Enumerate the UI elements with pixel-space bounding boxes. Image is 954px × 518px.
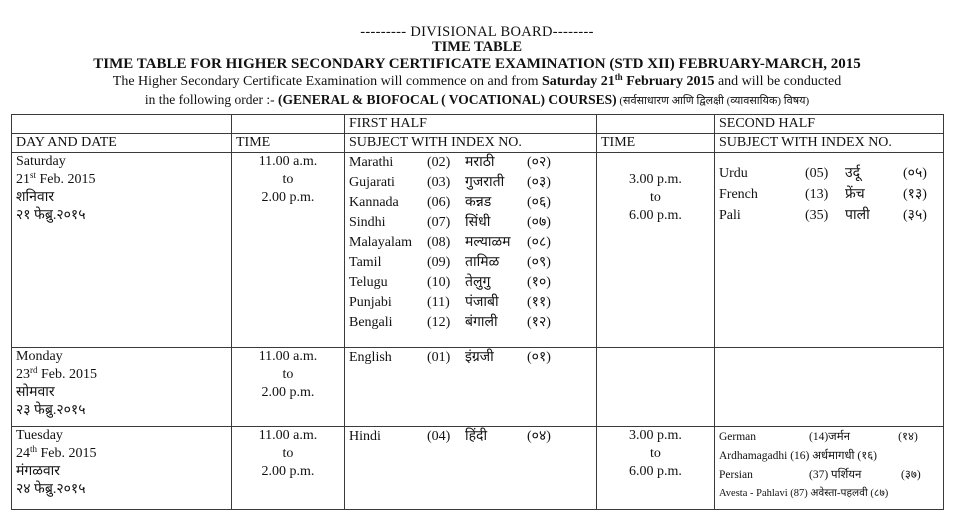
subject-name-mr: मल्याळम	[465, 235, 511, 250]
subject-name: Marathi	[349, 155, 394, 170]
subject-item	[349, 313, 596, 333]
subject-code-mr: (०७)	[527, 215, 551, 230]
subject-item	[349, 153, 596, 173]
subject-code-mr: (१०)	[527, 275, 551, 290]
time-end: 6.00 p.m.	[629, 464, 682, 479]
time-end: 6.00 p.m.	[629, 208, 682, 223]
subject-code: (08)	[427, 235, 451, 250]
subject-name-mr: बंगाली	[465, 315, 498, 330]
subject-item	[349, 253, 596, 273]
day-name-mr: सोमवार	[16, 385, 55, 400]
courses-note	[0, 92, 954, 108]
col-time1-header: TIME	[232, 134, 345, 153]
subject-code-mr: (०३)	[527, 175, 551, 190]
subject-code-mr: (०६)	[527, 195, 551, 210]
courses-text-a: in the following order :-	[144, 92, 278, 107]
time-to: to	[282, 367, 294, 382]
subject-code-mr: (१४)	[898, 430, 918, 443]
subject-name: Persian	[719, 468, 753, 481]
col-day-header: DAY AND DATE	[12, 134, 232, 153]
day-name: Monday	[16, 349, 63, 364]
subject-item	[349, 293, 596, 313]
day-date-cell	[12, 348, 232, 427]
time-cell	[232, 153, 345, 348]
day-date-cell	[12, 153, 232, 348]
subject-name: English	[349, 350, 392, 365]
subject-name: Tamil	[349, 255, 382, 270]
subject-code: (11)	[427, 295, 450, 310]
subject-code-mr: (११)	[527, 295, 551, 310]
date-month: Feb. 2015	[36, 172, 96, 187]
subject-code: (07)	[427, 215, 451, 230]
subject-code-mr: (१६)	[857, 449, 878, 462]
date-month: Feb. 2015	[37, 446, 97, 461]
subject-cell	[345, 427, 597, 510]
subject-name: Punjabi	[349, 295, 392, 310]
blank-header-time1	[232, 115, 345, 134]
subject-name: Telugu	[349, 275, 388, 290]
blank-header-day	[12, 115, 232, 134]
subject-name-mr: इंग्रजी	[465, 350, 494, 365]
subject-name: Kannada	[349, 195, 399, 210]
time-start: 11.00 a.m.	[258, 349, 318, 364]
exam-title: TIME TABLE FOR HIGHER SECONDARY CERTIFICATE EXAMINATION (STD XII) FEBRUARY-MARCH, 2015	[93, 56, 861, 72]
subject-item	[349, 213, 596, 233]
subject-name: French	[719, 186, 758, 202]
date-suffix: st	[30, 170, 37, 180]
subject-name-mr: जर्मन	[828, 430, 850, 443]
table-row	[12, 427, 944, 510]
subject-code: (05)	[805, 165, 829, 181]
subject-code: (04)	[427, 429, 451, 444]
subject-name: Gujarati	[349, 175, 395, 190]
subject-name-mr: उर्दू	[845, 165, 861, 181]
subject-code-mr: (०१)	[527, 350, 551, 365]
subject-name-mr: सिंधी	[465, 215, 491, 230]
date	[16, 366, 231, 384]
subject-name-mr: मराठी	[465, 155, 495, 170]
blank-header-time2	[597, 115, 715, 134]
time-cell	[232, 348, 345, 427]
subject-code: (35)	[805, 207, 829, 223]
timetable	[11, 114, 944, 510]
time-start: 3.00 p.m.	[629, 428, 682, 443]
subject-code: (09)	[427, 255, 451, 270]
date-mr: २१ फेब्रु.२०१५	[16, 208, 86, 223]
day-name-mr: शनिवार	[16, 190, 55, 205]
subject-cell-second	[715, 427, 944, 510]
subject-name-mr: अर्धमागधी	[812, 449, 855, 462]
subject-name: Ardhamagadhi	[719, 449, 788, 462]
day-name: Tuesday	[16, 428, 63, 443]
time-start: 11.00 a.m.	[258, 154, 318, 169]
time-to: to	[650, 190, 661, 205]
commencement-note	[0, 74, 954, 90]
subject-code: (10)	[427, 275, 451, 290]
subject-code: (03)	[427, 175, 451, 190]
day-name-mr: मंगळवार	[16, 464, 61, 479]
time-end: 2.00 p.m.	[261, 190, 315, 205]
commencement-text-d: and will be conducted	[714, 74, 842, 89]
time-end: 2.00 p.m.	[261, 464, 315, 479]
subject-name: Bengali	[349, 315, 393, 330]
subject-code-mr: (०८)	[527, 235, 551, 250]
subject-item	[349, 233, 596, 253]
date-month: Feb. 2015	[37, 367, 97, 382]
date-number: 24	[16, 446, 30, 461]
subject-name-mr: अवेस्ता-पहलवी	[810, 487, 868, 499]
table-row	[12, 348, 944, 427]
subject-item	[719, 163, 943, 184]
subject-item	[349, 193, 596, 213]
time-end: 2.00 p.m.	[261, 385, 315, 400]
courses-name-mr: (सर्वसाधारण आणि द्विलक्षी (व्यावसायिक) विषय)	[616, 95, 810, 107]
time-cell-second-empty	[597, 348, 715, 427]
subject-item	[719, 446, 943, 465]
subject-code-mr: (०९)	[527, 255, 551, 270]
commencement-day: Saturday 21	[541, 74, 615, 89]
subject-item	[719, 427, 943, 446]
subject-item	[349, 427, 596, 447]
subject-item	[719, 184, 943, 205]
subject-code-mr: (१२)	[527, 315, 551, 330]
subject-code: (06)	[427, 195, 451, 210]
first-half-header: FIRST HALF	[345, 115, 597, 134]
subject-name: Sindhi	[349, 215, 386, 230]
subject-code-mr: (३७)	[901, 468, 921, 481]
subject-code-mr: (०५)	[903, 165, 927, 181]
subject-name: Malayalam	[349, 235, 412, 250]
date	[16, 445, 231, 463]
commencement-month: February 2015	[622, 74, 715, 89]
subject-item	[719, 484, 943, 503]
subject-cell-second	[715, 153, 944, 348]
date-mr: २४ फेब्रु.२०१५	[16, 482, 86, 497]
day-name: Saturday	[16, 154, 66, 169]
courses-name: (GENERAL & BIOFOCAL ( VOCATIONAL) COURSES)	[277, 92, 617, 107]
time-cell-second	[597, 427, 715, 510]
subject-name-mr: हिंदी	[465, 429, 488, 444]
col-subject2-header: SUBJECT WITH INDEX NO.	[715, 134, 944, 153]
subject-code: (01)	[427, 350, 451, 365]
subject-item	[349, 348, 596, 368]
subject-name-mr: फ्रेंच	[845, 186, 865, 202]
subject-cell	[345, 153, 597, 348]
subject-name: Urdu	[719, 165, 748, 181]
subject-code: (02)	[427, 155, 451, 170]
subject-name-mr: पाली	[845, 207, 870, 223]
subject-item	[349, 173, 596, 193]
date-suffix: th	[30, 444, 38, 454]
subject-code-mr: (३५)	[903, 207, 927, 223]
subject-code: (12)	[427, 315, 451, 330]
date-number: 21	[16, 172, 30, 187]
subject-name-mr: तेलुगु	[465, 275, 491, 290]
subject-code: (13)	[805, 186, 829, 202]
subject-name-mr: गुजराती	[465, 175, 505, 190]
subject-code-mr: (०२)	[527, 155, 551, 170]
subject-code-mr: (०४)	[527, 429, 551, 444]
time-start: 11.00 a.m.	[258, 428, 318, 443]
subject-cell-second-empty	[715, 348, 944, 427]
time-to: to	[650, 446, 661, 461]
subject-name-mr: पर्शियन	[831, 468, 862, 481]
col-time2-header: TIME	[597, 134, 715, 153]
commencement-day-suffix: th	[614, 72, 623, 82]
date-mr: २३ फेब्रु.२०१५	[16, 403, 86, 418]
table-row	[12, 153, 944, 348]
day-date-cell	[12, 427, 232, 510]
time-to: to	[282, 446, 294, 461]
subject-code: (14)	[809, 430, 829, 443]
subject-name: Avesta - Pahlavi	[719, 487, 788, 499]
subject-name-mr: तामिळ	[465, 255, 500, 270]
date-suffix: rd	[30, 365, 38, 375]
subject-name: Pali	[719, 207, 741, 223]
board-heading: --------- DIVISIONAL BOARD--------	[360, 24, 594, 40]
subject-code: (87)	[790, 487, 808, 499]
commencement-text-a: The Higher Secondary Certificate Examination will commence on and from	[112, 74, 542, 89]
subject-code: (37)	[809, 468, 829, 481]
subject-name: German	[719, 430, 757, 443]
subject-item	[719, 205, 943, 226]
subject-cell	[345, 348, 597, 427]
subject-name-mr: पंजाबी	[465, 295, 499, 310]
date	[16, 171, 231, 189]
col-subject1-header: SUBJECT WITH INDEX NO.	[345, 134, 597, 153]
subject-name: Hindi	[349, 429, 381, 444]
subject-item	[349, 273, 596, 293]
second-half-header: SECOND HALF	[715, 115, 944, 134]
subject-name-mr: कन्नड	[465, 195, 492, 210]
time-cell	[232, 427, 345, 510]
subject-code-mr: (८७)	[870, 487, 889, 499]
subject-code: (16)	[790, 449, 810, 462]
time-start: 3.00 p.m.	[629, 172, 682, 187]
time-cell-second	[597, 153, 715, 348]
timetable-heading: TIME TABLE	[431, 39, 523, 55]
subject-code-mr: (१३)	[903, 186, 927, 202]
time-to: to	[282, 172, 294, 187]
date-number: 23	[16, 367, 30, 382]
subject-item	[719, 465, 943, 484]
